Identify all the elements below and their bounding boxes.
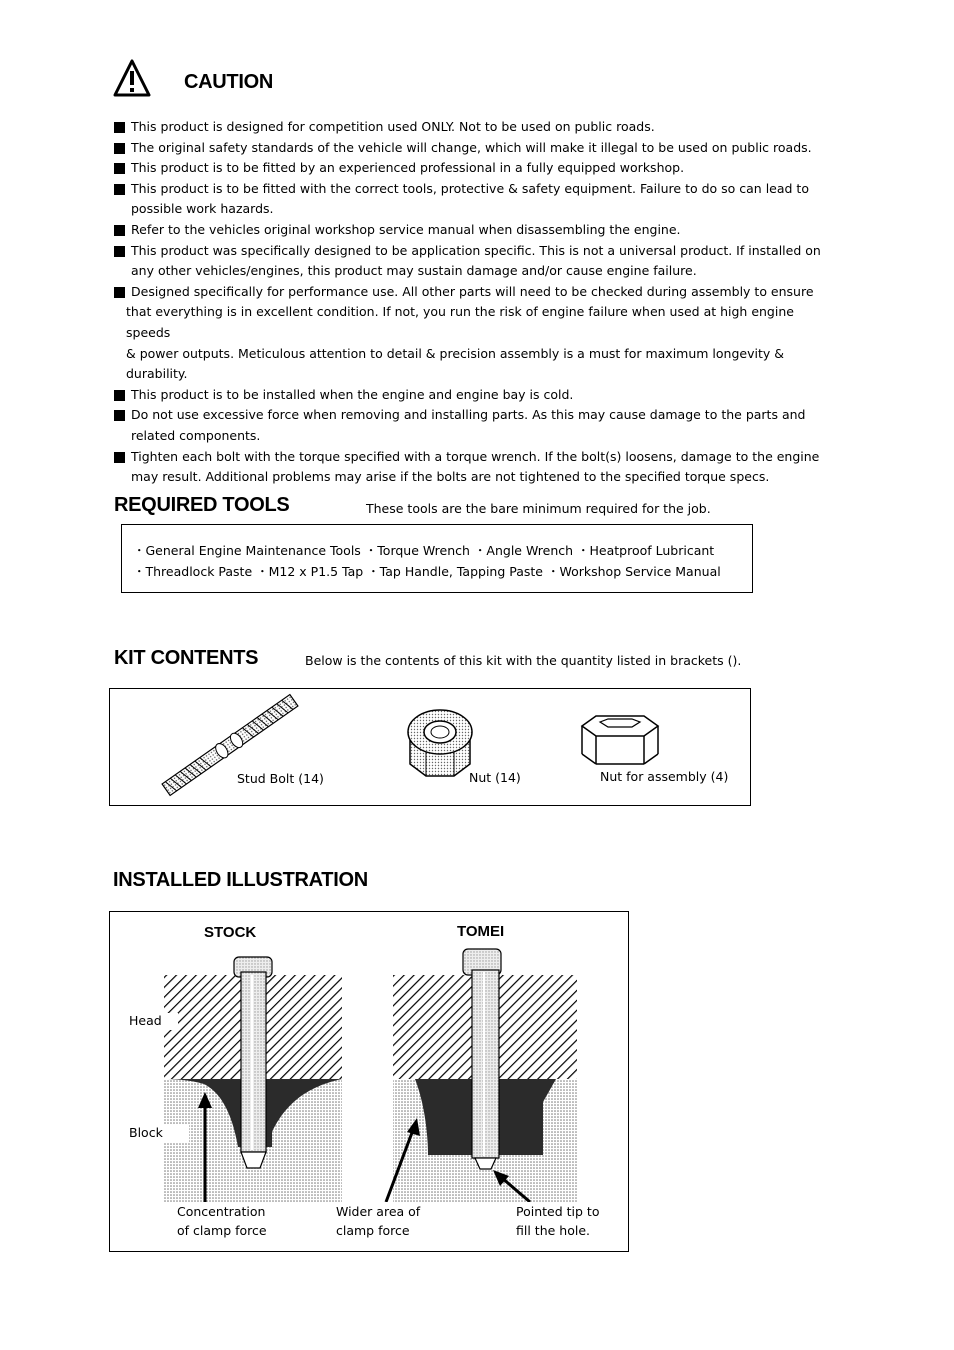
stock-label: STOCK	[204, 924, 257, 941]
stud-bolt-icon	[150, 690, 320, 805]
installed-diagram	[110, 912, 628, 1250]
caution-item: This product is to be fitted by an experienced professional in a fully equipped workshop.	[114, 158, 834, 179]
tomei-label: TOMEI	[457, 923, 505, 940]
flange-nut-icon	[404, 704, 476, 780]
tools-line: ・Threadlock Paste ・M12 x P1.5 Tap ・Tap Handle, Tapping Paste ・Workshop Service Manual	[133, 564, 721, 579]
kit-item-label: Nut (14)	[469, 770, 521, 785]
caution-title: CAUTION	[184, 71, 274, 93]
kit-title: KIT CONTENTS	[114, 647, 259, 669]
caution-item: The original safety standards of the vehicle will change, which will make it illegal to be used on public roads.	[114, 138, 834, 159]
caption-tomei-tip: Pointed tip to fill the hole.	[516, 1204, 600, 1238]
kit-note: Below is the contents of this kit with the quantity listed in brackets ().	[305, 653, 742, 668]
illustration-title: INSTALLED ILLUSTRATION	[113, 869, 368, 891]
caution-item: Tighten each bolt with the torque specified with a torque wrench. If the bolt(s) loosens, damage to the engine may result. Additional problems may arise if the bolts are not tightened to the specified torque specs.	[114, 447, 834, 488]
head-label: Head	[120, 1013, 178, 1030]
kit-item-label: Nut for assembly (4)	[600, 769, 729, 784]
tools-box	[121, 524, 753, 593]
caution-list	[114, 117, 834, 488]
caution-item: This product is to be installed when the engine and engine bay is cold.	[114, 385, 834, 406]
block-label: Block	[120, 1125, 189, 1142]
hex-nut-icon	[578, 712, 662, 768]
caution-item: Designed specifically for performance use. All other parts will need to be checked during assembly to ensure that everything is in excellent condition. If not, you run the risk of engine failure when used at high engine speeds & power outputs. Meticulous attention to detail & precision assembly is a must for maximum longevity & durability.	[114, 282, 834, 385]
caution-item: This product is to be fitted with the correct tools, protective & safety equipment. Failure to do so can lead to possible work hazards.	[114, 179, 834, 220]
caution-item: This product is designed for competition used ONLY. Not to be used on public roads.	[114, 117, 834, 138]
tools-title: REQUIRED TOOLS	[114, 494, 290, 516]
tools-note: These tools are the bare minimum required for the job.	[366, 501, 711, 516]
caution-item: Do not use excessive force when removing and installing parts. As this may cause damage to the parts and related components.	[114, 405, 834, 446]
tools-line: ・General Engine Maintenance Tools ・Torque Wrench ・Angle Wrench ・Heatproof Lubricant	[133, 543, 715, 558]
warning-icon	[112, 58, 152, 98]
kit-item-label: Stud Bolt (14)	[237, 771, 324, 786]
caption-stock: Concentration of clamp force	[177, 1204, 267, 1238]
caution-item: Refer to the vehicles original workshop service manual when disassembling the engine.	[114, 220, 834, 241]
caption-tomei-clamp: Wider area of clamp force	[336, 1204, 421, 1238]
caution-item: This product was specifically designed to be application specific. This is not a universal product. If installed on any other vehicles/engines, this product may sustain damage and/or cause engine failure.	[114, 241, 834, 282]
